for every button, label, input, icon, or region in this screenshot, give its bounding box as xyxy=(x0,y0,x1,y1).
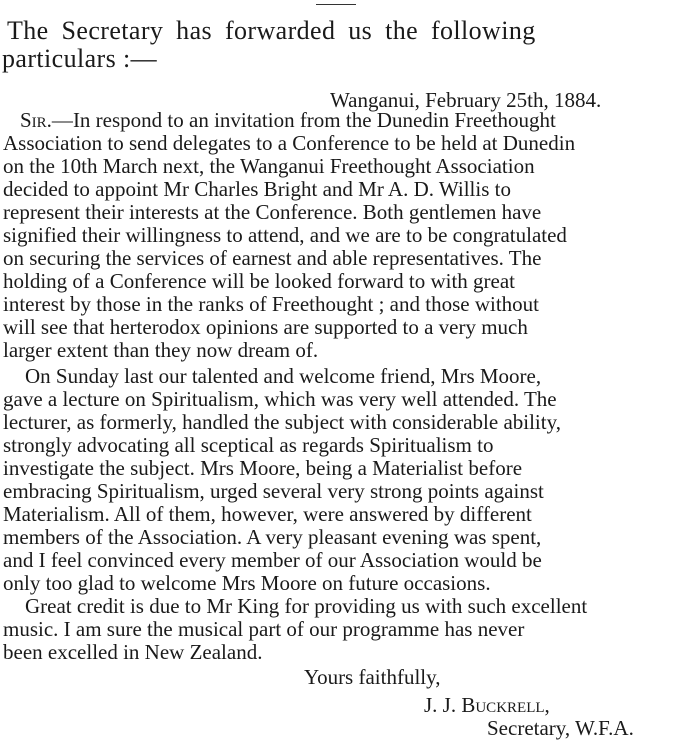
paragraph-2-line-2: gave a lecture on Spiritualism, which was very well attended. The xyxy=(3,387,557,411)
paragraph-2-line-7: Materialism. All of them, however, were answered by different xyxy=(3,502,532,526)
paragraph-line xyxy=(20,108,556,132)
paragraph-1-line-5: represent their interests at the Conference. Both gentlemen have xyxy=(3,200,542,224)
paragraph-1-line-9: interest by those in the ranks of Freethought ; and those without xyxy=(3,292,539,316)
paragraph-2-line-6: embracing Spiritualism, urged several very strong points against xyxy=(3,479,544,503)
paragraph-1-line-1: In respond to an invitation from the Dunedin Freethought xyxy=(72,108,556,132)
intro-line-2: particulars :— xyxy=(2,44,158,73)
signer-title: Secretary, W.F.A. xyxy=(487,716,634,740)
top-rule xyxy=(316,4,356,5)
paragraph-1-line-4: decided to appoint Mr Charles Bright and Mr A. D. Willis to xyxy=(3,177,511,201)
dateline: Wanganui, February 25th, 1884. xyxy=(330,88,602,112)
paragraph-2-line-1: On Sunday last our talented and welcome friend, Mrs Moore, xyxy=(25,364,542,388)
paragraph-1-line-8: holding of a Conference will be looked forward to with great xyxy=(3,269,516,293)
paragraph-1-line-11: larger extent than they now dream of. xyxy=(3,338,319,362)
paragraph-3-line-2: music. I am sure the musical part of our programme has never xyxy=(3,617,525,641)
paragraph-2-line-4: strongly advocating all sceptical as regards Spiritualism to xyxy=(3,433,494,457)
paragraph-2-line-3: lecturer, as formerly, handled the subject with considerable ability, xyxy=(3,410,561,434)
signer: J. J. Buckrell, xyxy=(424,693,550,717)
salutation: Sir.— xyxy=(20,108,73,132)
paragraph-3-line-3: been excelled in New Zealand. xyxy=(3,640,263,664)
intro-line-1: The Secretary has forwarded us the following xyxy=(7,16,536,45)
paragraph-1-line-3: on the 10th March next, the Wanganui Freethought Association xyxy=(3,154,535,178)
paragraph-1-line-10: will see that herterodox opinions are supported to a very much xyxy=(3,315,528,339)
paragraph-2-line-9: and I feel convinced every member of our Association would be xyxy=(3,548,542,572)
paragraph-2-line-5: investigate the subject. Mrs Moore, being a Materialist before xyxy=(3,456,523,480)
paragraph-1-line-2: Association to send delegates to a Conference to be held at Dunedin xyxy=(3,131,576,155)
paragraph-1-line-7: on securing the services of earnest and able representatives. The xyxy=(3,246,542,270)
paragraph-3-line-1: Great credit is due to Mr King for providing us with such excellent xyxy=(25,594,588,618)
paragraph-2-line-10: only too glad to welcome Mrs Moore on future occasions. xyxy=(3,571,491,595)
valediction: Yours faithfully, xyxy=(304,665,441,689)
paragraph-1-line-6: signified their willingness to attend, and we are to be congratulated xyxy=(3,223,567,247)
paragraph-2-line-8: members of the Association. A very pleasant evening was spent, xyxy=(3,525,542,549)
